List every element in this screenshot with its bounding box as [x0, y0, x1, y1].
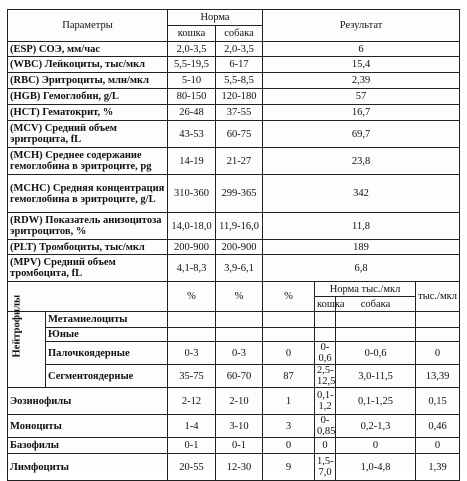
pct-res-cell: 3 — [263, 415, 315, 438]
param-row — [8, 105, 460, 121]
abs-dog-cell: 3,0-11,5 — [336, 365, 416, 388]
abs-cat-cell: 2,5-12,5 — [315, 365, 336, 388]
param-row — [8, 57, 460, 73]
formula-pct-cat: % — [168, 282, 216, 312]
norm-cat-cell: 2,0-3,5 — [168, 42, 216, 57]
param-abbr: (MPV) — [10, 257, 41, 268]
pct-cat-cell: 1-4 — [168, 415, 216, 438]
cell-name: Эозинофилы — [8, 388, 168, 415]
param-label: Средний объем эритроцита, fL — [10, 123, 117, 145]
param-row — [8, 148, 460, 175]
abs-dog-cell: 0,1-1,25 — [336, 388, 416, 415]
abs-dog-cell — [336, 328, 416, 342]
norm-dog-cell: 11,9-16,0 — [216, 213, 263, 240]
result-cell: 69,7 — [263, 121, 460, 148]
pct-res-cell: 9 — [263, 454, 315, 481]
param-abbr: (RDW) — [10, 215, 43, 226]
leukocyte-row — [8, 454, 460, 481]
param-abbr: (RBC) — [10, 75, 40, 86]
norm-cat-cell: 14,0-18,0 — [168, 213, 216, 240]
norm-dog-cell: 200-900 — [216, 240, 263, 255]
cell-name: Юные — [46, 328, 168, 342]
pct-res-cell: 1 — [263, 388, 315, 415]
param-name-cell — [8, 73, 168, 89]
param-name-cell — [8, 175, 168, 213]
formula-abs-res: тыс./мкл — [416, 282, 460, 312]
abs-cat-cell — [315, 312, 336, 328]
header-params: Параметры — [8, 10, 168, 42]
header-row — [8, 10, 460, 26]
cell-name: Сегментоядерные — [46, 365, 168, 388]
formula-header-row — [8, 282, 460, 297]
abs-res-cell: 1,39 — [416, 454, 460, 481]
param-abbr: (HGB) — [10, 91, 41, 102]
abs-res-cell — [416, 312, 460, 328]
norm-cat-cell: 5,5-19,5 — [168, 57, 216, 73]
norm-dog-cell: 6-17 — [216, 57, 263, 73]
param-abbr: (ESP) — [10, 43, 37, 55]
header-norm: Норма — [168, 10, 263, 26]
abs-res-cell: 0 — [416, 438, 460, 454]
param-abbr: (WBC) — [10, 59, 43, 70]
param-row — [8, 89, 460, 105]
leukocyte-row — [8, 415, 460, 438]
pct-dog-cell: 0-1 — [216, 438, 263, 454]
norm-cat-cell: 14-19 — [168, 148, 216, 175]
formula-abs-norm: Норма тыс./мкл — [315, 282, 416, 297]
abs-dog-cell: 0,2-1,3 — [336, 415, 416, 438]
result-cell: 16,7 — [263, 105, 460, 121]
pct-cat-cell — [168, 312, 216, 328]
param-row — [8, 175, 460, 213]
param-row — [8, 255, 460, 282]
formula-pct-dog: % — [216, 282, 263, 312]
norm-dog-cell: 60-75 — [216, 121, 263, 148]
pct-res-cell: 0 — [263, 342, 315, 365]
cell-name: Метамиелоциты — [46, 312, 168, 328]
norm-dog-cell: 299-365 — [216, 175, 263, 213]
norm-dog-cell: 21-27 — [216, 148, 263, 175]
result-cell: 342 — [263, 175, 460, 213]
pct-res-cell: 0 — [263, 438, 315, 454]
norm-dog-cell: 2,0-3,5 — [216, 42, 263, 57]
neutrophil-row — [8, 328, 460, 342]
result-cell: 6,8 — [263, 255, 460, 282]
param-name-cell — [8, 255, 168, 282]
pct-cat-cell: 35-75 — [168, 365, 216, 388]
leukocyte-row — [8, 438, 460, 454]
norm-dog-cell: 120-180 — [216, 89, 263, 105]
result-cell: 23,8 — [263, 148, 460, 175]
param-name-cell — [8, 89, 168, 105]
cell-name: Моноциты — [8, 415, 168, 438]
abs-res-cell: 0,46 — [416, 415, 460, 438]
abs-dog-cell — [336, 312, 416, 328]
param-row — [8, 42, 460, 57]
param-row — [8, 121, 460, 148]
abs-dog-cell: 0-0,6 — [336, 342, 416, 365]
abs-cat-cell: 0-0,85 — [315, 415, 336, 438]
cell-name: Лимфоциты — [8, 454, 168, 481]
cell-name: Базофилы — [8, 438, 168, 454]
blood-test-table — [7, 9, 460, 481]
header-cat: кошка — [168, 26, 216, 42]
neutrophil-group-label: Нейтрофилы — [11, 294, 23, 358]
abs-dog-cell: 1,0-4,8 — [336, 454, 416, 481]
formula-pct-res: % — [263, 282, 315, 312]
abs-cat-cell: 1,5-7,0 — [315, 454, 336, 481]
result-cell: 189 — [263, 240, 460, 255]
param-label: Средняя концентрация гемоглобина в эритроците, g/L — [10, 182, 165, 205]
param-abbr: (MCV) — [10, 123, 43, 134]
header-dog: собака — [216, 26, 263, 42]
result-cell: 57 — [263, 89, 460, 105]
norm-dog-cell: 37-55 — [216, 105, 263, 121]
pct-dog-cell — [216, 312, 263, 328]
param-abbr: (MCH) — [10, 150, 43, 161]
pct-dog-cell: 0-3 — [216, 342, 263, 365]
abs-res-cell — [416, 328, 460, 342]
pct-res-cell: 87 — [263, 365, 315, 388]
norm-cat-cell: 200-900 — [168, 240, 216, 255]
abs-cat-cell: 0-0,6 — [315, 342, 336, 365]
norm-cat-cell: 26-48 — [168, 105, 216, 121]
param-name-cell — [8, 240, 168, 255]
table-body — [8, 10, 460, 481]
pct-dog-cell: 3-10 — [216, 415, 263, 438]
param-name-cell — [8, 121, 168, 148]
pct-cat-cell: 20-55 — [168, 454, 216, 481]
cell-name: Палочкоядерные — [46, 342, 168, 365]
param-abbr: (MCHC) — [10, 182, 51, 194]
pct-dog-cell: 12-30 — [216, 454, 263, 481]
neutrophil-row — [8, 312, 460, 328]
param-label: СОЭ, мм/час — [38, 43, 101, 55]
formula-abs-cat: кошка — [315, 297, 336, 312]
pct-dog-cell: 60-70 — [216, 365, 263, 388]
abs-dog-cell: 0 — [336, 438, 416, 454]
pct-cat-cell — [168, 328, 216, 342]
abs-cat-cell: 0 — [315, 438, 336, 454]
norm-cat-cell: 80-150 — [168, 89, 216, 105]
param-label: Среднее содержание гемоглобина в эритроците, pg — [10, 150, 152, 172]
param-abbr: (PLT) — [10, 241, 37, 253]
pct-res-cell — [263, 312, 315, 328]
param-name-cell — [8, 57, 168, 73]
param-label: Лейкоциты, тыс/мкл — [44, 59, 146, 70]
result-cell: 11,8 — [263, 213, 460, 240]
param-name-cell — [8, 105, 168, 121]
param-row — [8, 73, 460, 89]
pct-cat-cell: 0-1 — [168, 438, 216, 454]
neutrophil-row — [8, 365, 460, 388]
header-result: Результат — [263, 10, 460, 42]
neutrophil-row — [8, 342, 460, 365]
param-label: Гематокрит, % — [42, 107, 114, 118]
param-label: Гемоглобин, g/L — [42, 91, 119, 102]
neutrophil-group-cell — [8, 294, 46, 388]
pct-dog-cell: 2-10 — [216, 388, 263, 415]
param-label: Тромбоциты, тыс/мкл — [39, 241, 145, 253]
norm-cat-cell: 5-10 — [168, 73, 216, 89]
norm-cat-cell: 4,1-8,3 — [168, 255, 216, 282]
formula-abs-dog: собака — [336, 297, 416, 312]
param-row — [8, 240, 460, 255]
abs-cat-cell — [315, 328, 336, 342]
leukocyte-row — [8, 388, 460, 415]
result-cell: 6 — [263, 42, 460, 57]
param-label: Эритроциты, млн/мкл — [41, 75, 149, 86]
pct-cat-cell: 0-3 — [168, 342, 216, 365]
abs-res-cell: 0,15 — [416, 388, 460, 415]
param-name-cell — [8, 42, 168, 57]
pct-dog-cell — [216, 328, 263, 342]
param-name-cell — [8, 148, 168, 175]
pct-res-cell — [263, 328, 315, 342]
norm-cat-cell: 310-360 — [168, 175, 216, 213]
norm-dog-cell: 3,9-6,1 — [216, 255, 263, 282]
result-cell: 2,39 — [263, 73, 460, 89]
param-label: Показатель анизоцитоза эритроцитов, % — [10, 215, 162, 237]
abs-res-cell: 0 — [416, 342, 460, 365]
pct-cat-cell: 2-12 — [168, 388, 216, 415]
param-name-cell — [8, 213, 168, 240]
param-label: Средний объем тромбоцита, fL — [10, 257, 116, 279]
norm-cat-cell: 43-53 — [168, 121, 216, 148]
norm-dog-cell: 5,5-8,5 — [216, 73, 263, 89]
param-abbr: (HCT) — [10, 107, 40, 118]
param-row — [8, 213, 460, 240]
abs-res-cell: 13,39 — [416, 365, 460, 388]
result-cell: 15,4 — [263, 57, 460, 73]
abs-cat-cell: 0,1-1,2 — [315, 388, 336, 415]
formula-blank-cell — [8, 282, 168, 312]
